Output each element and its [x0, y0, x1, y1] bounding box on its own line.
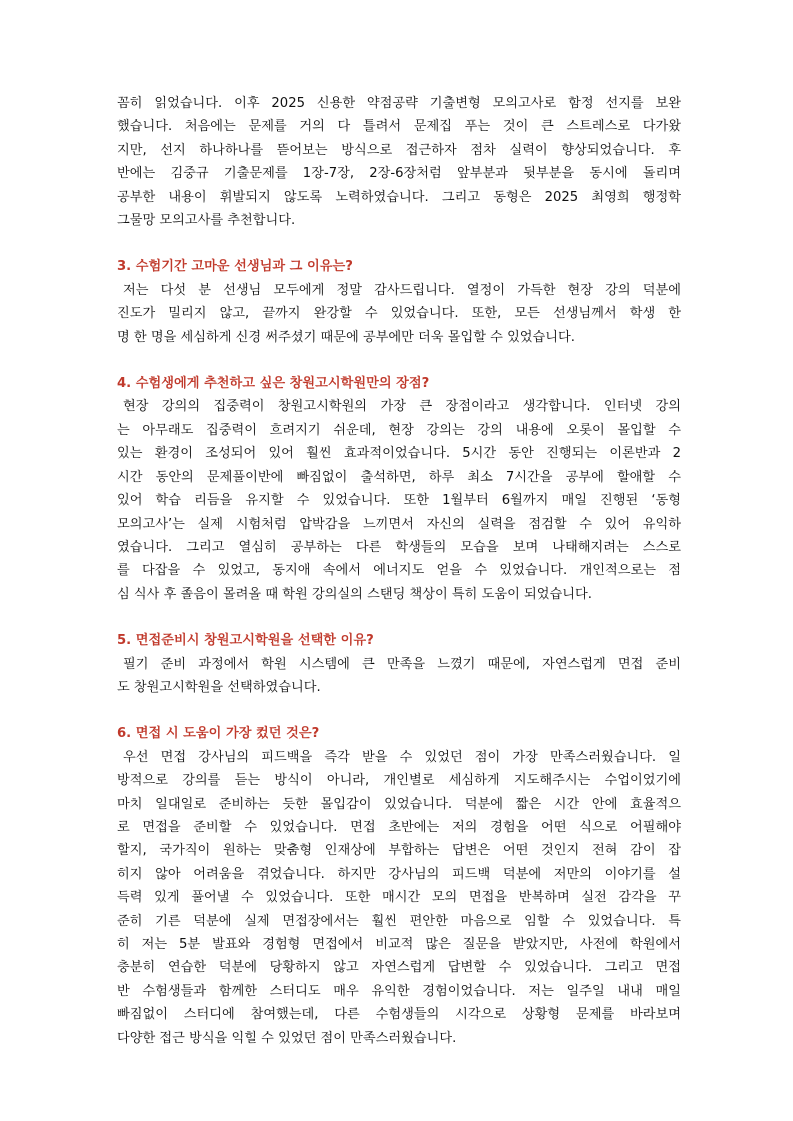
text-line: 충분히 연습한 덕분에 당황하지 않고 자연스럽게 답변할 수 있었습니다. 그리고 면접 — [117, 960, 681, 976]
text-line: 그물망 모의고사를 추천합니다. — [117, 213, 296, 229]
text-line: 필기 준비 과정에서 학원 시스템에 큰 만족을 느꼈기 때문에, 자연스럽게 면접 준비 — [123, 656, 681, 672]
document-body — [117, 92, 681, 1050]
section-academy-strengths — [117, 372, 681, 606]
text-line: 도 창원고시학원을 선택하였습니다. — [117, 679, 321, 695]
section-paragraph — [117, 279, 681, 349]
text-line: 모의고사’는 실제 시험처럼 압박감을 느끼면서 자신의 실력을 점검할 수 있어 유익하 — [117, 516, 681, 532]
text-line: 빠짐없이 스터디에 참여했는데, 다른 수험생들의 시각으로 상황형 문제를 바라보며 — [117, 1007, 681, 1023]
text-line: 했습니다. 처음에는 문제를 거의 다 틀려서 문제집 푸는 것이 큰 스트레스로 다가왔 — [117, 119, 681, 135]
text-line: 명 한 명을 세심하게 신경 써주셨기 때문에 공부에만 더욱 몰입할 수 있었습니다. — [117, 329, 575, 345]
text-line: 였습니다. 그리고 열심히 공부하는 다른 학생들의 모습을 보며 나태해지려는 스스로 — [117, 539, 681, 555]
section-heading: 6. 면접 시 도움이 가장 컸던 것은? — [117, 726, 320, 742]
section-heading: 4. 수험생에게 추천하고 싶은 창원고시학원만의 장점? — [117, 376, 430, 392]
text-line: 우선 면접 강사님의 피드백을 즉각 받을 수 있었던 점이 가장 만족스러웠습니다. 일 — [123, 749, 681, 765]
text-line: 시간 동안의 문제풀이반에 빠짐없이 출석하면, 하루 최소 7시간을 공부에 할애할 수 — [117, 469, 681, 485]
text-line: 저는 다섯 분 선생님 모두에게 정말 감사드립니다. 열정이 가득한 현장 강의 덕분에 — [123, 282, 681, 298]
text-line: 심 식사 후 졸음이 몰려올 때 학원 강의실의 스탠딩 책상이 특히 도움이 되었습니다. — [117, 586, 592, 602]
text-line: 로 면접을 준비할 수 있었습니다. 면접 초반에는 저의 경험을 어떤 식으로 어필해야 — [117, 819, 681, 835]
text-line: 다양한 접근 방식을 익힐 수 있었던 점이 만족스러웠습니다. — [117, 1030, 457, 1046]
text-line: 준히 기른 덕분에 실제 면접장에서는 훨씬 편안한 마음으로 임할 수 있었습니다. 특 — [117, 913, 681, 929]
text-line: 공부한 내용이 휘발되지 않도록 노력하였습니다. 그리고 동형은 2025 최영희 행정학 — [117, 189, 681, 205]
section-interview-choice — [117, 629, 681, 699]
text-line: 있어 학습 리듬을 유지할 수 있었습니다. 또한 1월부터 6월까지 매일 진행된 ‘동형 — [117, 493, 681, 509]
text-line: 반에는 김중규 기출문제를 1장-7장, 2장-6장처럼 앞부분과 뒷부분을 동시에 돌리며 — [117, 166, 681, 182]
text-line: 할지, 국가직이 원하는 맞춤형 인재상에 부합하는 답변은 어떤 것인지 전혀 감이 잡 — [117, 843, 681, 859]
text-line: 진도가 밀리지 않고, 끝까지 완강할 수 있었습니다. 또한, 모든 선생님께서 학생 한 — [117, 306, 681, 322]
text-line: 반 수험생들과 함께한 스터디도 매우 유익한 경험이었습니다. 저는 일주일 내내 매일 — [117, 983, 681, 999]
text-line: 득력 있게 풀어낼 수 있었습니다. 또한 매시간 모의 면접을 반복하며 실전 감각을 꾸 — [117, 890, 681, 906]
text-line: 는 아무래도 집중력이 흐려지기 쉬운데, 현장 강의는 강의 내용에 오롯이 몰입할 수 — [117, 422, 681, 438]
section-paragraph — [117, 395, 681, 606]
text-line: 방적으로 강의를 듣는 방식이 아니라, 개인별로 세심하게 지도해주시는 수업이었기에 — [117, 773, 681, 789]
section-paragraph — [117, 746, 681, 1050]
text-line: 히 저는 5분 발표와 경험형 면접에서 비교적 많은 질문을 받았지만, 사전에 학원에서 — [117, 937, 681, 952]
text-line: 있는 환경이 조성되어 있어 훨씬 효과적이었습니다. 5시간 동안 진행되는 이론반과 2 — [117, 446, 681, 462]
text-line: 현장 강의의 집중력이 창원고시학원의 가장 큰 장점이라고 생각합니다. 인터넷 강의 — [123, 399, 681, 415]
intro-paragraph — [117, 92, 681, 232]
section-interview-help — [117, 722, 681, 1050]
text-line: 지만, 선지 하나하나를 뜯어보는 방식으로 접근하자 점차 실력이 향상되었습니다. 후 — [117, 142, 681, 158]
section-grateful-teachers — [117, 255, 681, 349]
text-line: 를 다잡을 수 있었고, 동지애 속에서 에너지도 얻을 수 있었습니다. 개인적으로는 점 — [117, 563, 681, 579]
text-line: 히지 않아 어려움을 겪었습니다. 하지만 강사님의 피드백 덕분에 저만의 이야기를 설 — [117, 866, 681, 882]
section-paragraph — [117, 653, 681, 700]
section-heading: 5. 면접준비시 창원고시학원을 선택한 이유? — [117, 633, 374, 649]
section-heading: 3. 수험기간 고마운 선생님과 그 이유는? — [117, 259, 353, 275]
text-line: 마치 일대일로 준비하는 듯한 몰입감이 있었습니다. 덕분에 짧은 시간 안에 효율적으 — [117, 796, 681, 812]
text-line: 꼼히 읽었습니다. 이후 2025 신용한 약점공략 기출변형 모의고사로 함정 선지를 보완 — [117, 96, 681, 111]
